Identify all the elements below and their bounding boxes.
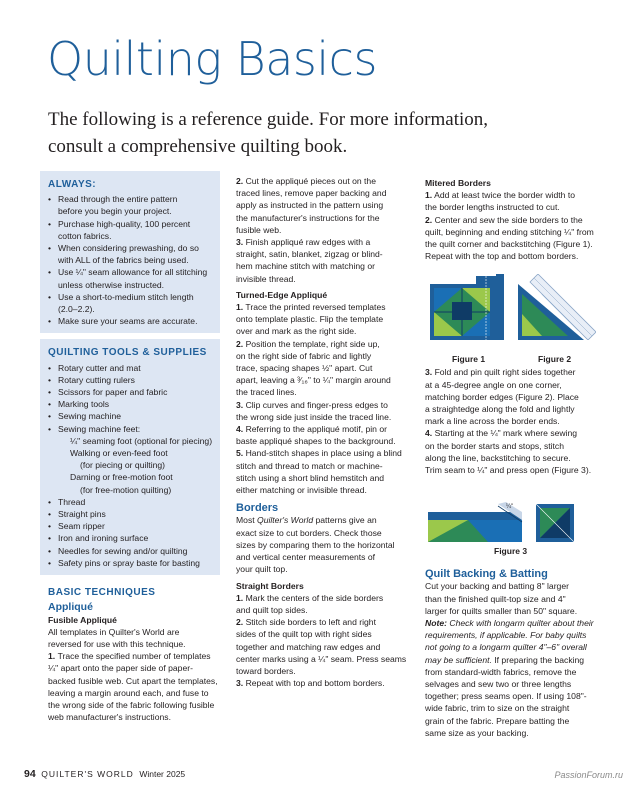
body-line: wide fabric, trim to size on the straight bbox=[425, 703, 570, 714]
step-line: stitch and thread to match or machine- bbox=[236, 460, 383, 471]
always-list bbox=[48, 193, 214, 327]
step-line: the traced lines. bbox=[236, 387, 297, 398]
step-line: 1. Trace the printed reversed templates bbox=[236, 302, 386, 313]
step-line: 2. Stitch side borders to left and right bbox=[236, 617, 376, 628]
intro-text bbox=[48, 106, 489, 160]
issue-label: Winter 2025 bbox=[139, 769, 186, 779]
magazine-name: QUILTER'S WORLD bbox=[41, 769, 134, 779]
list-item: • Sewing machine feet: bbox=[48, 423, 214, 435]
figure-1-illustration bbox=[430, 274, 510, 340]
step-line: toward borders. bbox=[236, 665, 296, 676]
step-line: 2. Center and sew the side borders to the bbox=[425, 214, 583, 225]
step-line: straight, satin, blanket, zigzag or blind- bbox=[236, 249, 383, 260]
list-item: • Iron and ironing surface bbox=[48, 532, 214, 544]
list-subitem: ¼" seaming foot (optional for piecing) bbox=[70, 435, 213, 446]
mitered-borders-heading: Mitered Borders bbox=[425, 178, 491, 188]
body-line: leaving a margin around each, and fuse to bbox=[48, 687, 209, 698]
step-line: the manufacturer's instructions for the bbox=[236, 212, 380, 223]
step-line: either matching or invisible thread. bbox=[236, 485, 367, 496]
tools-heading: QUILTING TOOLS & SUPPLIES bbox=[48, 347, 207, 359]
body-line: web manufacturer's instructions. bbox=[48, 712, 171, 723]
step-line: 4. Starting at the ¼" mark where sewing bbox=[425, 428, 578, 439]
figure-2-caption: Figure 2 bbox=[538, 354, 572, 364]
step-line: traced lines, remove paper backing and bbox=[236, 188, 387, 199]
mitered-steps bbox=[425, 189, 605, 262]
body-line: Most Quilter's World patterns give an bbox=[236, 515, 377, 526]
step-line: 3. Clip curves and finger-press edges to bbox=[236, 399, 388, 410]
step-line: 3. Finish appliqué raw edges with a bbox=[236, 237, 371, 248]
list-item: • Make sure your seams are accurate. bbox=[48, 315, 214, 327]
body-line: ¼" apart onto the paper side of paper- bbox=[48, 663, 193, 674]
body-line: than the finished quilt-top size and 4" bbox=[425, 593, 566, 604]
step-line: Repeat with the top and bottom borders. bbox=[425, 251, 579, 262]
straight-borders-steps bbox=[236, 592, 414, 690]
tools-list bbox=[48, 362, 214, 569]
straight-borders-heading: Straight Borders bbox=[236, 580, 304, 591]
figure-3-illustration bbox=[428, 500, 600, 542]
list-item: • Read through the entire pattern before you begin your project. bbox=[48, 193, 214, 217]
body-line: same size as your backing. bbox=[425, 727, 529, 738]
list-item: • When considering prewashing, do so with ALL of the fabrics being used. bbox=[48, 242, 214, 266]
list-item: • Seam ripper bbox=[48, 520, 214, 532]
step-line: the quilt corner and backstitching (Figure 1). bbox=[425, 239, 593, 250]
step-line: together and matching raw edges and bbox=[236, 641, 381, 652]
column-right bbox=[425, 177, 605, 739]
list-item: • Thread bbox=[48, 496, 214, 508]
list-item: • Use ¼" seam allowance for all stitching unless otherwise instructed. bbox=[48, 266, 214, 290]
watermark: PassionForum.ru bbox=[554, 770, 623, 780]
step-line: apply as instructed in the pattern using bbox=[236, 200, 384, 211]
step-line: Trim seam to ¼" and press open (Figure 3). bbox=[425, 465, 592, 476]
list-subitem: Darning or free-motion foot bbox=[70, 472, 173, 483]
figure-1-caption: Figure 1 bbox=[452, 354, 486, 364]
step-line: 2. Cut the appliqué pieces out on the bbox=[236, 176, 376, 186]
list-item: • Sewing machine bbox=[48, 410, 214, 422]
body-line: Cut your backing and batting 8" larger bbox=[425, 581, 569, 592]
step-line: over and mark as the right side. bbox=[236, 326, 357, 337]
body-line: All templates in Quilter's World are bbox=[48, 626, 180, 637]
body-line: Note: Check with longarm quilter about their bbox=[425, 618, 594, 629]
list-item: • Straight pins bbox=[48, 508, 214, 520]
list-subitem: (for piecing or quilting) bbox=[80, 460, 166, 471]
list-item: • Rotary cutter and mat bbox=[48, 362, 214, 374]
body-line: your quilt top. bbox=[236, 564, 288, 575]
page-footer bbox=[24, 768, 185, 780]
turned-edge-steps bbox=[236, 301, 414, 496]
fusible-continued bbox=[236, 175, 414, 285]
list-item: • Rotary cutting rulers bbox=[48, 374, 214, 386]
list-item: • Use a short-to-medium stitch length (2.0–2.2). bbox=[48, 291, 214, 315]
step-line: center marks using a ¼" seam. Press seams bbox=[236, 653, 407, 664]
body-line: 1. Trace the specified number of templates bbox=[48, 651, 211, 662]
step-line: hem machine stitch with matching or bbox=[236, 261, 375, 272]
body-line: and vertical center measurements of bbox=[236, 552, 375, 563]
step-line: apart, leaving a ³⁄₁₆" to ¼" margin around bbox=[236, 375, 391, 386]
mitered-steps-continued bbox=[425, 366, 605, 476]
body-line: together; press seams open. If using 108"- bbox=[425, 691, 587, 702]
step-line: baste appliqué shapes to the background. bbox=[236, 436, 396, 447]
step-line: 2. Position the template, right side up, bbox=[236, 338, 380, 349]
step-line: onto template plastic. Flip the template bbox=[236, 314, 384, 325]
body-line: not going to a longarm quilter 4"–6" overall bbox=[425, 642, 587, 653]
column-middle bbox=[236, 175, 414, 689]
intro-line: The following is a reference guide. For more information, bbox=[48, 109, 489, 130]
step-line: 3. Repeat with top and bottom borders. bbox=[236, 678, 385, 689]
body-line: sizes by comparing them to the horizontal bbox=[236, 539, 395, 550]
list-item: • Marking tools bbox=[48, 398, 214, 410]
tools-box bbox=[40, 339, 220, 575]
step-line: invisible thread. bbox=[236, 273, 296, 284]
step-line: 3. Fold and pin quilt right sides together bbox=[425, 367, 576, 378]
step-line: stitch using a short blind hemstitch and bbox=[236, 472, 385, 483]
body-line: selvages and sew two or three lengths bbox=[425, 679, 572, 690]
body-line: exact size to cut borders. Check those bbox=[236, 527, 382, 538]
step-line: 1. Mark the centers of the side borders bbox=[236, 592, 384, 603]
applique-heading: Appliqué bbox=[48, 601, 93, 614]
list-subitem: Walking or even-feed foot bbox=[70, 448, 168, 459]
step-line: the wrong side just inside the traced line. bbox=[236, 411, 392, 422]
step-line: 5. Hand-stitch shapes in place using a blind bbox=[236, 448, 402, 459]
step-line: at a 45-degree angle on one corner, bbox=[425, 379, 562, 390]
step-line: 4. Referring to the appliqué motif, pin or bbox=[236, 424, 387, 435]
body-line: grain of the fabric. Prepare batting the bbox=[425, 715, 570, 726]
step-line: fusible web. bbox=[236, 224, 282, 235]
step-line: on the border starts and stops, stitch bbox=[425, 440, 565, 451]
list-item: • Safety pins or spray baste for basting bbox=[48, 557, 214, 569]
body-line: the wrong side of the fabric following fusible bbox=[48, 699, 215, 710]
step-line: trace, spacing shapes ½" apart. Cut bbox=[236, 363, 373, 374]
turned-edge-heading: Turned-Edge Appliqué bbox=[236, 289, 328, 300]
step-line: the border lengths instructed to cut. bbox=[425, 202, 560, 213]
body-line: backed fusible web. Cut apart the templates, bbox=[48, 675, 218, 686]
step-line: along the line, backstitching to secure. bbox=[425, 452, 571, 463]
body-line: reversed for use with this technique. bbox=[48, 638, 186, 649]
list-item: • Purchase high-quality, 100 percent cotton fabrics. bbox=[48, 218, 214, 242]
list-item: • Scissors for paper and fabric bbox=[48, 386, 214, 398]
intro-line: consult a comprehensive quilting book. bbox=[48, 136, 348, 157]
figure-3-caption: Figure 3 bbox=[494, 546, 528, 556]
svg-text:¼": ¼" bbox=[506, 504, 514, 510]
body-line: from standard-width fabrics, remove the bbox=[425, 666, 577, 677]
step-line: quilt, beginning and ending stitching ¼" from bbox=[425, 226, 594, 237]
always-box bbox=[40, 171, 220, 333]
body-line: larger for quilts smaller than 50" square. bbox=[425, 605, 578, 616]
page-title: Quilting Basics bbox=[47, 32, 377, 86]
body-line: requirements, if applicable. For baby quilts bbox=[425, 630, 587, 641]
always-heading: ALWAYS: bbox=[48, 179, 97, 190]
fusible-heading: Fusible Appliqué bbox=[48, 614, 117, 625]
step-line: a straightedge along the fold and lightly bbox=[425, 404, 575, 415]
step-line: mark a line across the border ends. bbox=[425, 416, 560, 427]
column-left bbox=[48, 171, 220, 723]
borders-heading: Borders bbox=[236, 502, 279, 515]
basic-techniques-heading: BASIC TECHNIQUES bbox=[48, 587, 156, 599]
list-subitem: (for free-motion quilting) bbox=[80, 484, 172, 495]
body-line: may be sufficient. If preparing the backing bbox=[425, 654, 585, 665]
step-line: 1. Add at least twice the border width to bbox=[425, 190, 576, 201]
step-line: matching border edges (Figure 2). Place bbox=[425, 391, 579, 402]
step-line: and quilt top sides. bbox=[236, 604, 308, 615]
page-number: 94 bbox=[24, 768, 36, 780]
step-line: sides of the quilt top with right sides bbox=[236, 629, 372, 640]
list-item: • Needles for sewing and/or quilting bbox=[48, 545, 214, 557]
backing-heading: Quilt Backing & Batting bbox=[425, 568, 548, 581]
step-line: on the right side of fabric and lightly bbox=[236, 350, 372, 361]
figure-2-illustration bbox=[518, 274, 596, 340]
